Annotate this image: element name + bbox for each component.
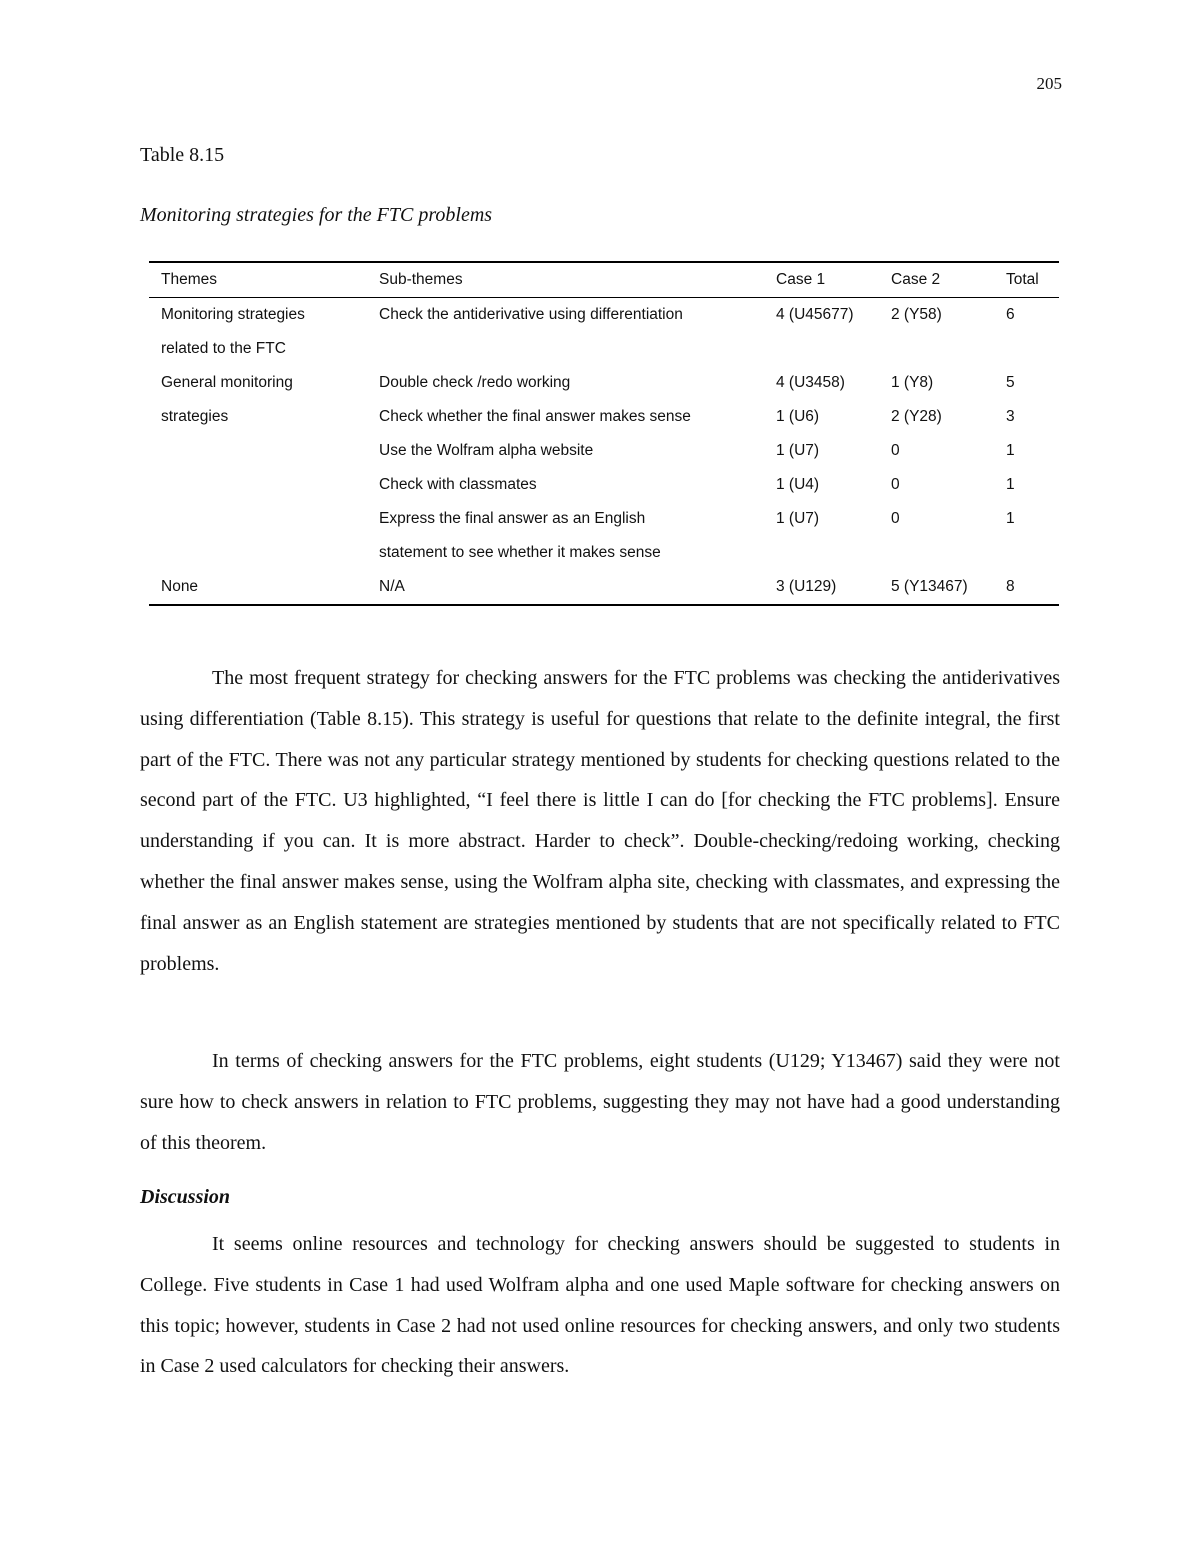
paragraph-discussion: It seems online resources and technology for checking answers should be suggested to students in College. Five students in Case 1 had used Wolfram alpha and one used Maple software for checking answers on this topic; however, students in Case 2 had not used online resources for checking answers, and only two students in Case 2 used calculators for checking their answers. bbox=[140, 1233, 1060, 1378]
table-row bbox=[149, 400, 1059, 434]
cell-case-2: 5 (Y13467) bbox=[891, 578, 968, 595]
cell-case-1: 1 (U6) bbox=[776, 408, 820, 425]
cell-total: 6 bbox=[1006, 306, 1015, 323]
cell-case-2: 2 (Y58) bbox=[891, 306, 942, 323]
cell-sub-theme: Double check /redo working bbox=[379, 374, 571, 391]
cell-total: 5 bbox=[1006, 374, 1015, 391]
table-label: Table 8.15 bbox=[140, 144, 225, 166]
cell-total: 1 bbox=[1006, 510, 1015, 527]
table-row bbox=[149, 298, 1059, 332]
cell-case-2: 2 (Y28) bbox=[891, 408, 942, 425]
cell-total: 8 bbox=[1006, 578, 1015, 595]
monitoring-strategies-table bbox=[149, 261, 1059, 606]
cell-sub-theme: Check the antiderivative using differentiation bbox=[379, 306, 683, 323]
cell-theme: Monitoring strategies bbox=[161, 306, 305, 323]
cell-sub-theme: Check with classmates bbox=[379, 476, 537, 493]
cell-sub-theme: Use the Wolfram alpha website bbox=[379, 442, 594, 459]
page-number: 205 bbox=[1036, 74, 1062, 93]
cell-theme: strategies bbox=[161, 408, 229, 425]
header-total: Total bbox=[1006, 271, 1039, 288]
cell-total bbox=[994, 536, 1059, 570]
table-row bbox=[149, 468, 1059, 502]
cell-case-1: 4 (U3458) bbox=[776, 374, 845, 391]
cell-case-1 bbox=[764, 332, 879, 366]
cell-case-1 bbox=[764, 536, 879, 570]
cell-total: 1 bbox=[1006, 476, 1015, 493]
cell-theme bbox=[149, 434, 367, 468]
cell-case-2 bbox=[879, 536, 994, 570]
table-row bbox=[149, 332, 1059, 366]
cell-sub-theme: statement to see whether it makes sense bbox=[379, 544, 661, 561]
cell-theme: General monitoring bbox=[161, 374, 293, 391]
cell-theme: None bbox=[161, 578, 199, 595]
cell-theme bbox=[149, 468, 367, 502]
table-row bbox=[149, 434, 1059, 468]
cell-theme: related to the FTC bbox=[161, 340, 286, 357]
section-heading-discussion: Discussion bbox=[140, 1186, 231, 1208]
paragraph-eight-students: In terms of checking answers for the FTC problems, eight students (U129; Y13467) said they were not sure how to check answers in relation to FTC problems, suggesting they may not have had a good understanding of this theorem. bbox=[140, 1050, 1060, 1154]
cell-case-1: 1 (U4) bbox=[776, 476, 820, 493]
cell-total: 1 bbox=[1006, 442, 1015, 459]
cell-theme bbox=[149, 536, 367, 570]
header-case-1: Case 1 bbox=[776, 271, 826, 288]
cell-sub-theme bbox=[367, 332, 764, 366]
table-caption: Monitoring strategies for the FTC problems bbox=[140, 204, 493, 226]
table-row bbox=[149, 502, 1059, 536]
cell-total bbox=[994, 332, 1059, 366]
cell-case-2: 0 bbox=[891, 476, 900, 493]
cell-sub-theme: Check whether the final answer makes sense bbox=[379, 408, 691, 425]
table-header-row bbox=[149, 263, 1059, 298]
cell-case-2: 0 bbox=[891, 442, 900, 459]
cell-sub-theme: Express the final answer as an English bbox=[379, 510, 646, 527]
table-row bbox=[149, 366, 1059, 400]
cell-total: 3 bbox=[1006, 408, 1015, 425]
table-row bbox=[149, 536, 1059, 570]
table-row bbox=[149, 570, 1059, 604]
cell-theme bbox=[149, 502, 367, 536]
cell-case-1: 4 (U45677) bbox=[776, 306, 854, 323]
cell-case-2 bbox=[879, 332, 994, 366]
cell-case-2: 0 bbox=[891, 510, 900, 527]
header-themes: Themes bbox=[161, 271, 217, 288]
cell-sub-theme: N/A bbox=[379, 578, 405, 595]
header-sub-themes: Sub-themes bbox=[379, 271, 463, 288]
cell-case-1: 1 (U7) bbox=[776, 510, 820, 527]
paragraph-ftc-strategies: The most frequent strategy for checking answers for the FTC problems was checking the antiderivatives using differentiation (Table 8.15). This strategy is useful for questions that relate to the definite integral, the first part of the FTC. There was not any particular strategy mentioned by students for checking questions related to the second part of the FTC. U3 highlighted, “I feel there is little I can do [for checking the FTC problems]. Ensure understanding if you can. It is more abstract. Harder to check”. Double-checking/redoing working, checking whether the final answer makes sense, using the Wolfram alpha site, checking with classmates, and expressing the final answer as an English statement are strategies mentioned by students that are not specifically related to FTC problems. bbox=[140, 667, 1060, 975]
cell-case-1: 3 (U129) bbox=[776, 578, 837, 595]
header-case-2: Case 2 bbox=[891, 271, 941, 288]
cell-case-1: 1 (U7) bbox=[776, 442, 820, 459]
cell-case-2: 1 (Y8) bbox=[891, 374, 934, 391]
